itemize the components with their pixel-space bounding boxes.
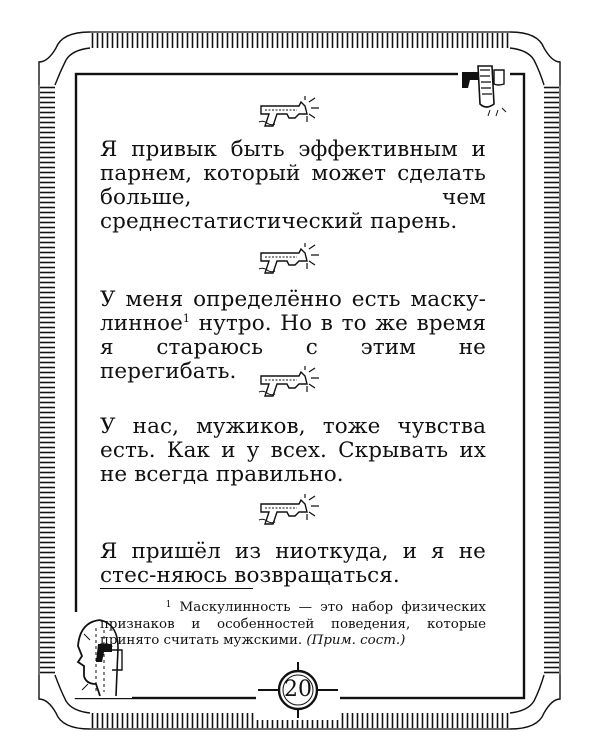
footnote-note: (Прим. сост.)	[306, 633, 406, 648]
gun-ornament-icon	[255, 494, 321, 530]
frame-top-hatch	[90, 33, 510, 48]
quote-block-4: Я пришёл из ниоткуда, и я не стес-няюсь возвращаться.	[100, 539, 486, 588]
footnote-ref: 1	[182, 312, 191, 325]
gun-ornament-icon	[255, 243, 321, 279]
frame-right-hatch	[544, 85, 559, 675]
quote-block-2	[100, 288, 486, 384]
quote-block-1: Я привык быть эффективным и парнем, который может сделать больше, чем среднестатистический парень.	[100, 137, 486, 234]
frame-left-hatch	[40, 85, 55, 675]
quote-block-3: У нас, мужиков, тоже чувства есть. Как и у всех. Скрывать их не всегда правильно.	[100, 414, 486, 487]
gun-holster-icon	[458, 64, 510, 116]
footnote-text: Маскулинность — это набор физических признаков и особенностей поведения, которые принято считать мужскими.	[100, 600, 486, 648]
page-number: 20	[284, 677, 312, 702]
gun-ornament-icon	[255, 96, 321, 132]
footnote-number: 1	[165, 600, 172, 610]
footnote-rule	[100, 588, 253, 589]
footnote	[100, 597, 486, 650]
quote-block-2-text-start: У меня определённо есть маску-линное	[100, 287, 486, 336]
quote-block-2-text-end: нутро. Но в то же время я стараюсь с этим не перегибать.	[100, 311, 486, 384]
